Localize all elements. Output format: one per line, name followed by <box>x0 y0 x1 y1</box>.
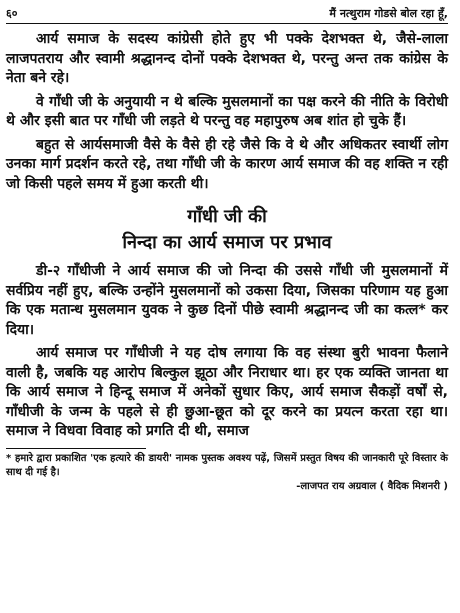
paragraph: आर्य समाज पर गाँधीजी ने यह दोष लगाया कि वह संस्था बुरी भावना फैलाने वाली है, जबकि यह आरोप बिल्कुल झूठा और निराधार था। हर एक व्यक्ति जानता था कि आर्य समाज ने हिन्दू समाज में अनेकों सुधार किए, आर्य समाज सैकड़ों वर्षों से, गाँधीजी के जन्म के पहले से ही छुआ-छूत को दूर करने का प्रयत्न करता रहा था। समाज ने विधवा विवाह को प्रगति दी थी, समाज <box>6 345 448 439</box>
paragraph: वे गाँधी जी के अनुयायी न थे बल्कि मुसलमानों का पक्ष करने की नीति के विरोधी थे और इसी बात पर गाँधी जी लड़ते थे परन्तु वह महापुरुष अब शांत हो चुके हैं। <box>6 93 448 129</box>
header-divider <box>6 23 448 24</box>
section-heading-line-2: निन्दा का आर्य समाज पर प्रभाव <box>122 232 332 253</box>
page-header <box>6 0 448 21</box>
footnote-signature: -लाजपत राय अग्रवाल ( वैदिक मिशनरी ) <box>296 480 448 492</box>
section-heading <box>6 204 448 256</box>
paragraph: आर्य समाज के सदस्य कांग्रेसी होते हुए भी पक्के देशभक्त थे, जैसे-लाला लाजपतराय और स्वामी श्रद्धानन्द दोनों पक्के देशभक्त थे, परन्तु अन्त तक कांग्रेस के नेता बने रहे। <box>6 31 448 86</box>
section-heading-line-1: गाँधी जी की <box>187 206 267 227</box>
paragraph: डी-२ गाँधीजी ने आर्य समाज की जो निन्दा की उससे गाँधी जी मुसलमानों में सर्वप्रिय नहीं हुए, बल्कि उन्होंने मुसलमानों को उकसा दिया, जिसका परिणाम यह हुआ कि एक मतान्ध मुसलमान युवक ने कुछ दिनों पीछे स्वामी श्रद्धानन्द जी का कत्ल* कर दिया। <box>6 263 448 338</box>
footnote-divider <box>6 448 146 449</box>
footnote: * हमारे द्वारा प्रकाशित 'एक हत्यारे की डायरी' नामक पुस्तक अवश्य पढ़ें, जिसमें प्रस्तुत विषय की जानकारी पूरे विस्तार के साथ दी गई है। <box>6 452 448 478</box>
running-title: मैं नत्थुराम गोडसे बोल रहा हूँ, <box>329 7 448 20</box>
paragraph: बहुत से आर्यसमाजी वैसे के वैसे ही रहे जैसे कि वे थे और अधिकतर स्वार्थी लोग उनका मार्ग प्रदर्शन करते रहे, तथा गाँधी जी के कारण आर्य समाज की वह शक्ति न रही जो किसी पहले समय में हुआ करती थी। <box>6 136 448 192</box>
page-number: ६० <box>6 7 18 20</box>
